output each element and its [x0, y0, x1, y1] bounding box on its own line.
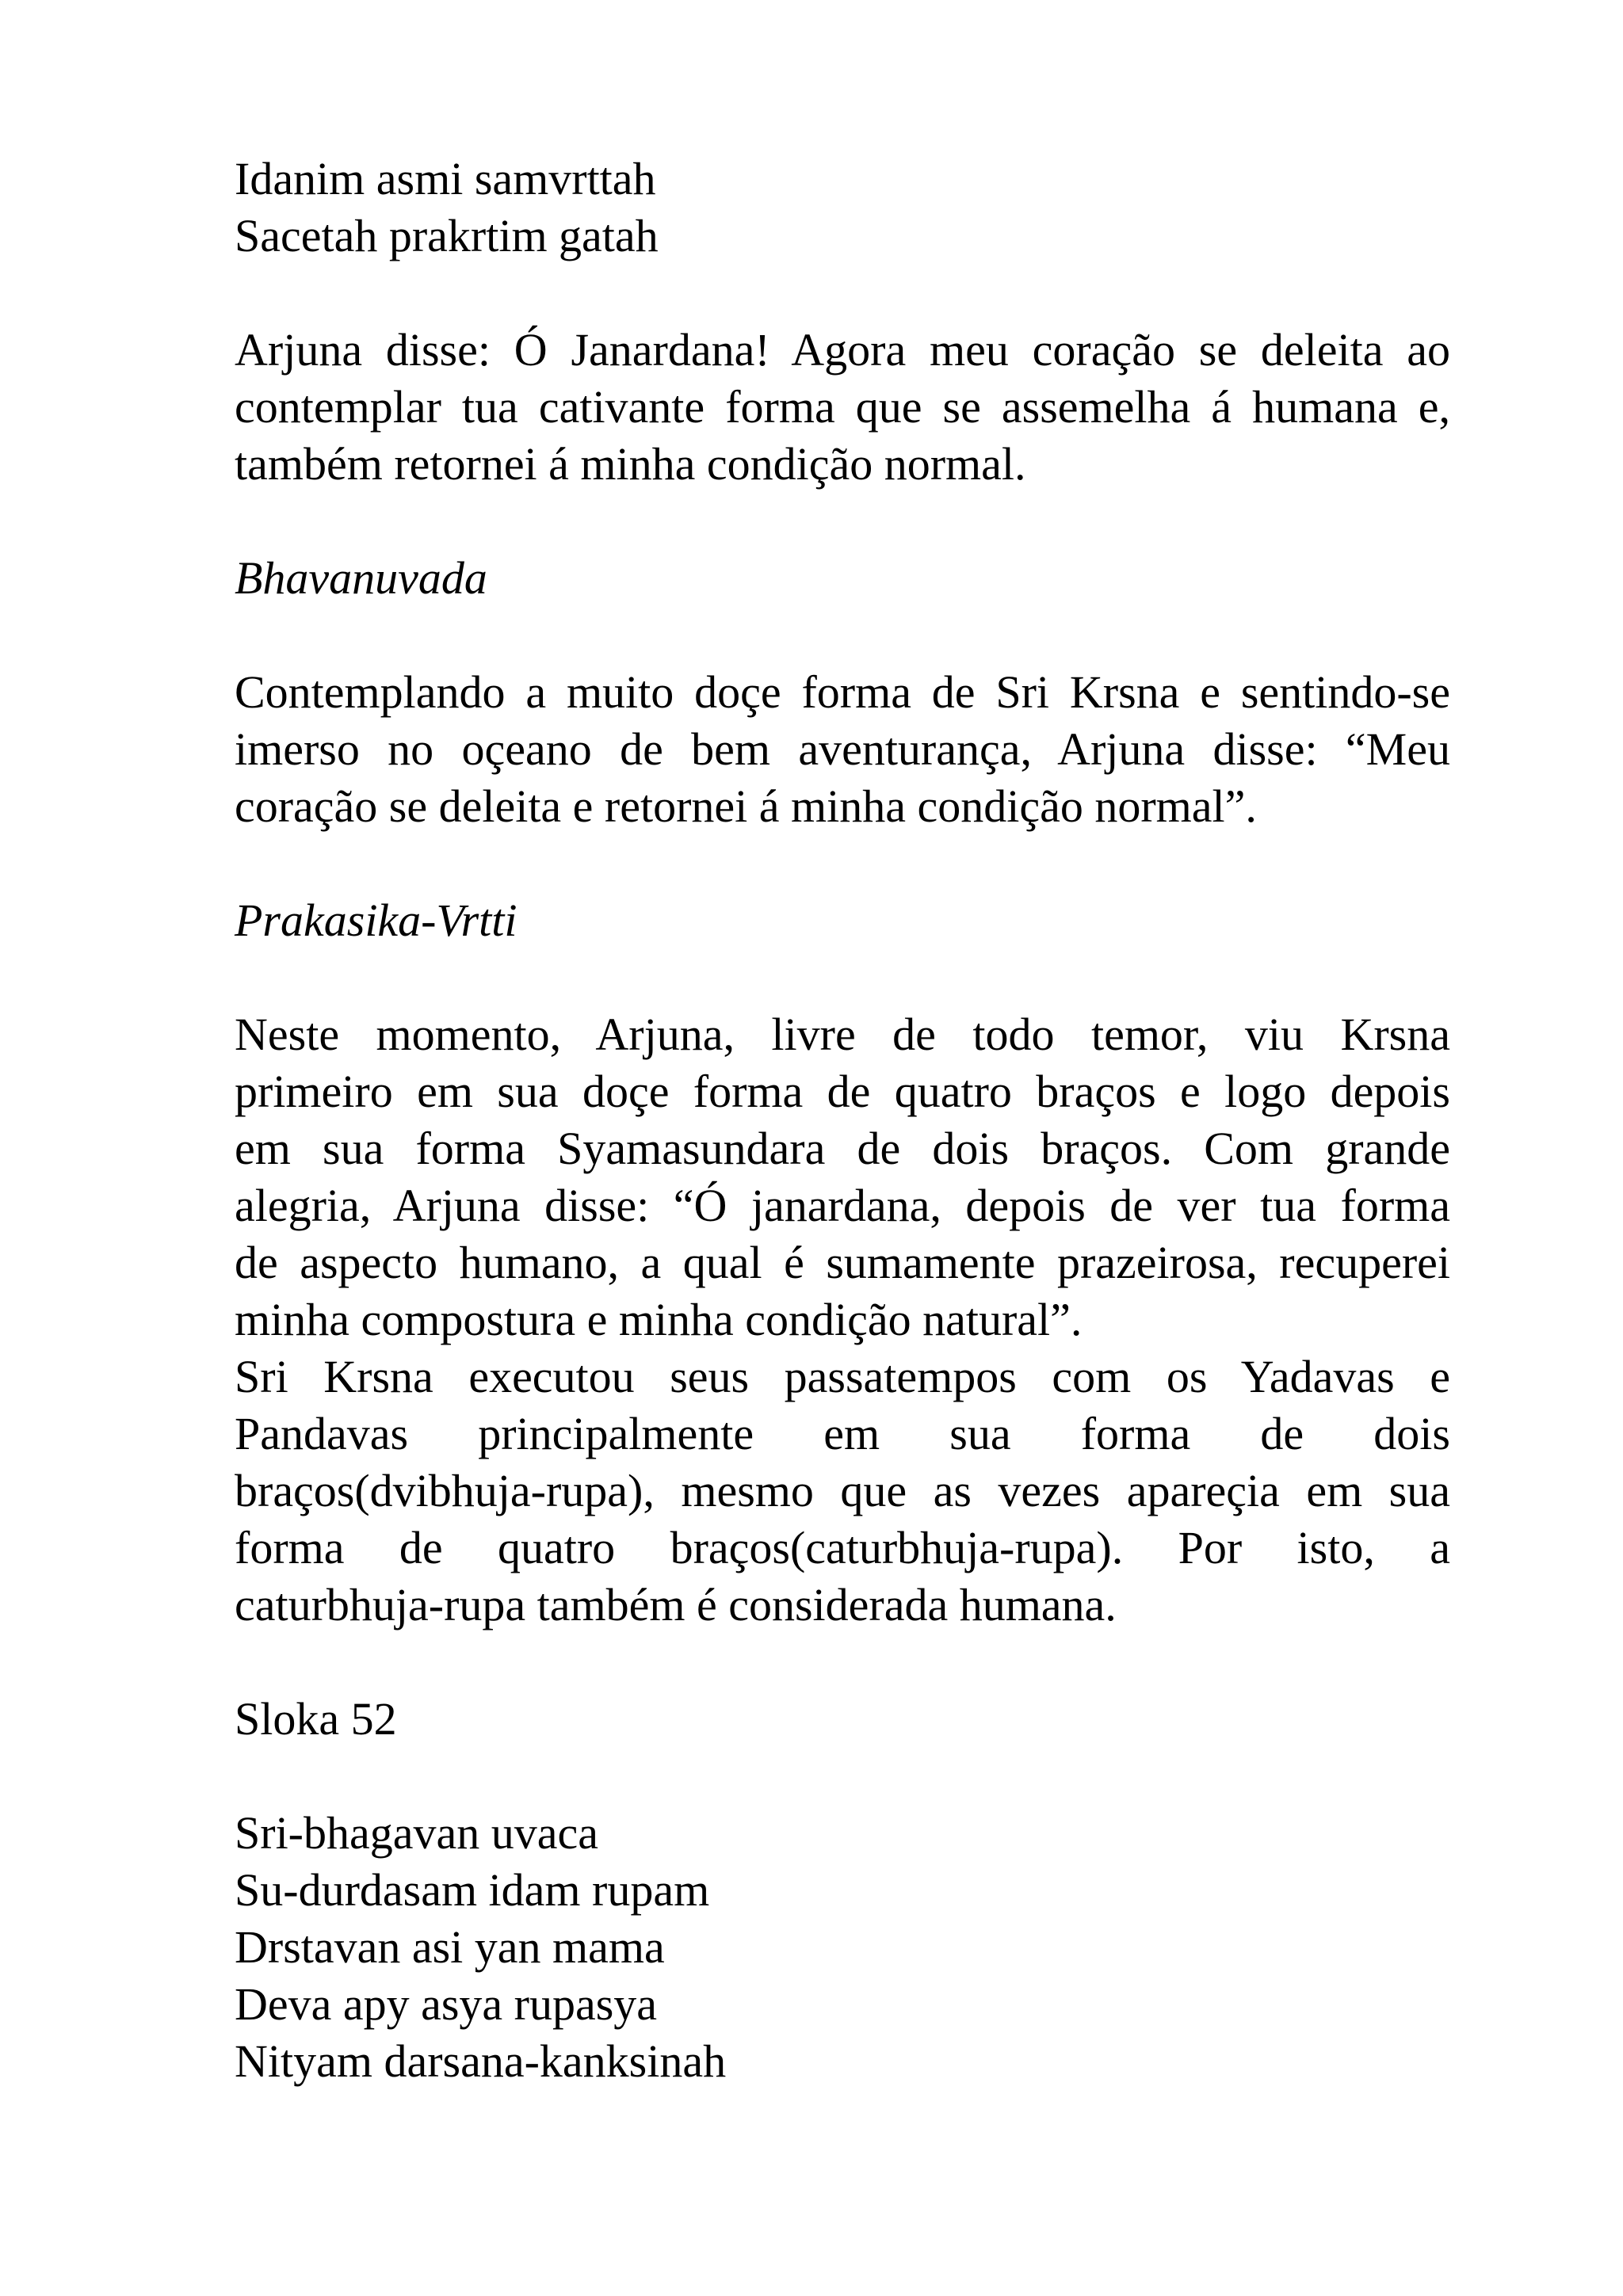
bhavanuvada-heading: Bhavanuvada — [235, 552, 487, 604]
paragraph-line: primeiro em sua doçe forma de quatro braços e logo depois — [235, 1066, 1450, 1117]
prakasika-heading: Prakasika-Vrtti — [235, 894, 517, 946]
verse-line: Sri-bhagavan uvaca — [235, 1807, 598, 1859]
paragraph-line: Contemplando a muito doçe forma de Sri Krsna e sentindo-se — [235, 666, 1450, 718]
bhavanuvada-paragraph — [235, 664, 1450, 835]
paragraph-line: também retornei á minha condição normal. — [235, 438, 1026, 490]
prakasika-paragraph-1 — [235, 1006, 1450, 1348]
paragraph-line: de aspecto humano, a qual é sumamente prazeirosa, recuperei — [235, 1237, 1450, 1288]
sloka-heading: Sloka 52 — [235, 1693, 397, 1745]
paragraph-line: Neste momento, Arjuna, livre de todo temor, viu Krsna — [235, 1009, 1450, 1060]
page-content — [235, 151, 1450, 2090]
verse-line: Sacetah prakrtim gatah — [235, 210, 659, 261]
paragraph-line: minha compostura e minha condição natural”. — [235, 1294, 1083, 1345]
paragraph-line: alegria, Arjuna disse: “Ó janardana, depois de ver tua forma — [235, 1180, 1450, 1231]
paragraph-line: coração se deleita e retornei á minha condição normal”. — [235, 780, 1257, 832]
verse-line: Nityam darsana-kanksinah — [235, 2035, 727, 2087]
paragraph-line: forma de quatro braços(caturbhuja-rupa). Por isto, a — [235, 1522, 1450, 1573]
paragraph-line: caturbhuja-rupa também é considerada humana. — [235, 1579, 1117, 1630]
verse-continuation — [235, 151, 1450, 265]
paragraph-line: em sua forma Syamasundara de dois braços. Com grande — [235, 1123, 1450, 1174]
sloka-verse — [235, 1805, 1450, 2090]
prakasika-paragraph-2 — [235, 1348, 1450, 1634]
paragraph-line: contemplar tua cativante forma que se assemelha á humana e, — [235, 381, 1450, 433]
verse-line: Drstavan asi yan mama — [235, 1921, 665, 1973]
paragraph-line: braços(dvibhuja-rupa), mesmo que as vezes apareçia em sua — [235, 1465, 1450, 1516]
verse-line: Deva apy asya rupasya — [235, 1978, 658, 2030]
paragraph-line: Pandavas principalmente em sua forma de dois — [235, 1408, 1450, 1459]
verse-line: Su-durdasam idam rupam — [235, 1864, 710, 1916]
verse-line: Idanim asmi samvrttah — [235, 153, 656, 204]
translation-paragraph — [235, 322, 1450, 493]
paragraph-line: Arjuna disse: Ó Janardana! Agora meu coração se deleita ao — [235, 324, 1450, 376]
paragraph-line: Sri Krsna executou seus passatempos com os Yadavas e — [235, 1351, 1450, 1402]
paragraph-line: imerso no oçeano de bem aventurança, Arjuna disse: “Meu — [235, 723, 1450, 775]
